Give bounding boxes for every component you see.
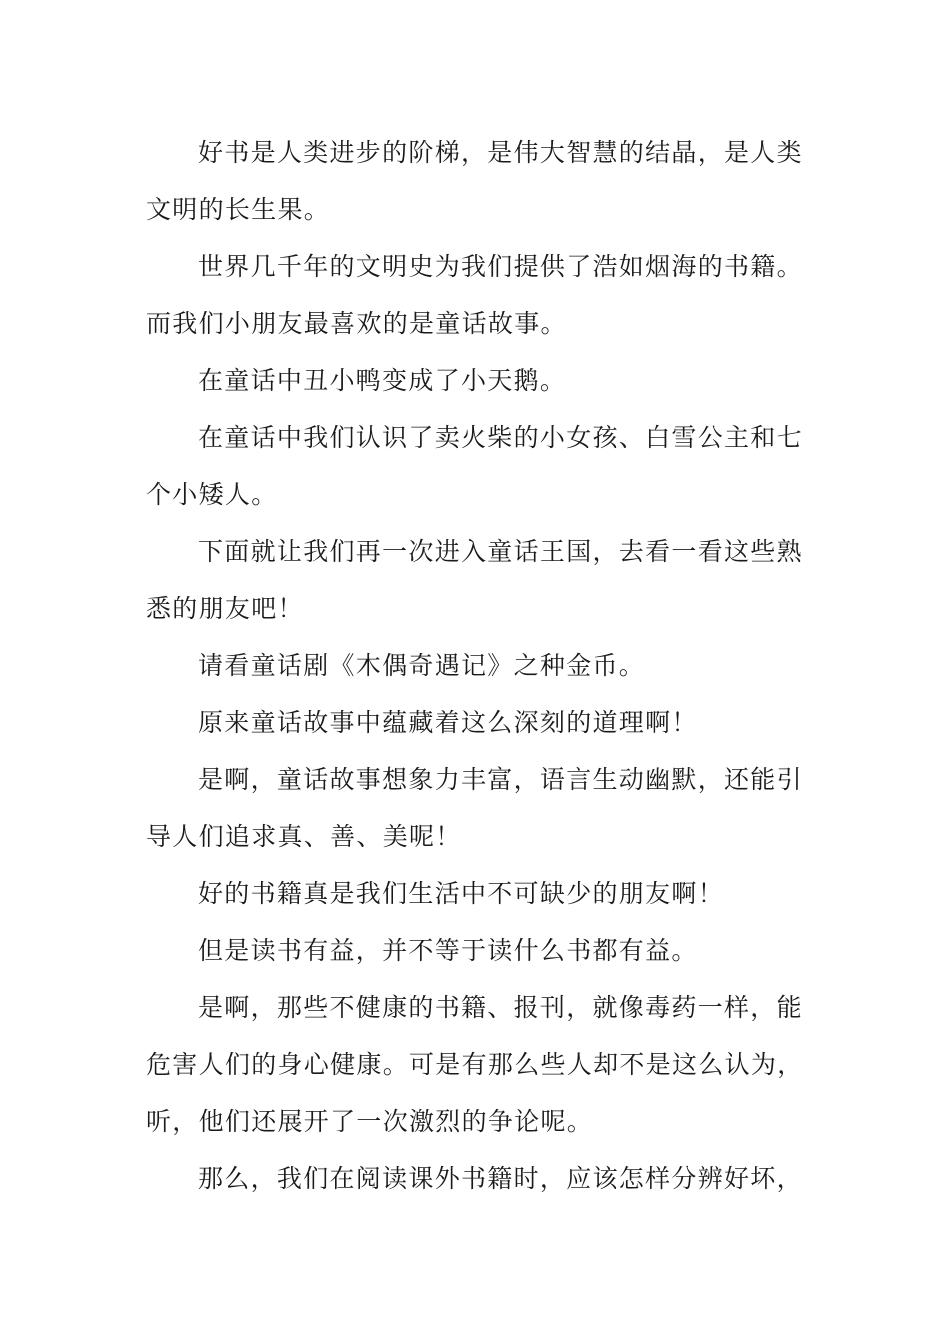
document-body (146, 124, 806, 1207)
paragraph: 好的书籍真是我们生活中不可缺少的朋友啊！ (198, 879, 725, 908)
paragraph: 好书是人类进步的阶梯，是伟大智慧的结晶，是人类文明的长生果。 (146, 138, 803, 224)
paragraph: 在童话中丑小鸭变成了小天鹅。 (198, 366, 567, 395)
paragraph: 是啊，那些不健康的书籍、报刊，就像毒药一样，能危害人们的身心健康。可是有那么些人却不是这么认为，听，他们还展开了一次激烈的争论呢。 (146, 993, 804, 1136)
paragraph: 下面就让我们再一次进入童话王国，去看一看这些熟悉的朋友吧！ (146, 537, 803, 623)
paragraph: 世界几千年的文明史为我们提供了浩如烟海的书籍。而我们小朋友最喜欢的是童话故事。 (146, 252, 803, 338)
paragraph: 是啊，童话故事想象力丰富，语言生动幽默，还能引导人们追求真、善、美呢！ (146, 765, 803, 851)
paragraph: 在童话中我们认识了卖火柴的小女孩、白雪公主和七个小矮人。 (146, 423, 803, 509)
paragraph: 那么，我们在阅读课外书籍时，应该怎样分辨好坏， (198, 1164, 803, 1193)
paragraph: 请看童话剧《木偶奇遇记》之种金币。 (198, 651, 646, 680)
paragraph: 但是读书有益，并不等于读什么书都有益。 (198, 936, 698, 965)
paragraph: 原来童话故事中蕴藏着这么深刻的道理啊！ (198, 708, 698, 737)
